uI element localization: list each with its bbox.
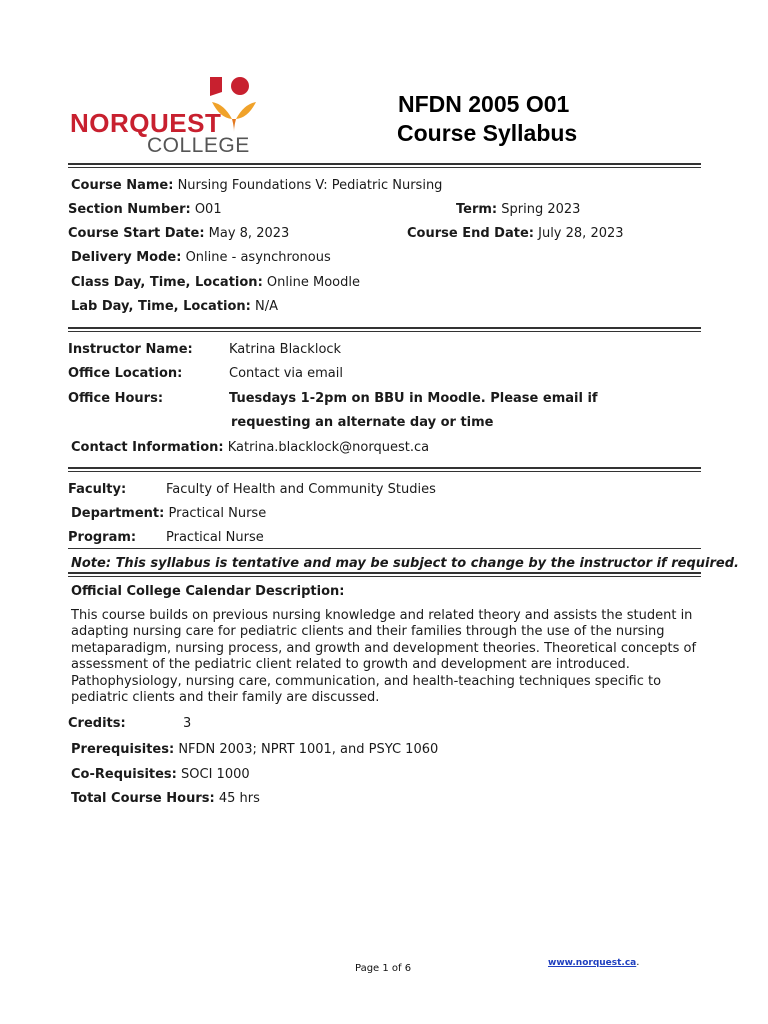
corequisites-label: Co-Requisites: bbox=[71, 767, 177, 782]
page-number: Page 1 of 6 bbox=[355, 963, 412, 974]
lab-row bbox=[71, 299, 278, 315]
delivery-row bbox=[71, 250, 331, 266]
instructor-name-label: Instructor Name: bbox=[68, 342, 193, 357]
total-hours-value: 45 hrs bbox=[218, 791, 260, 806]
lab-value: N/A bbox=[255, 299, 279, 314]
contact-email[interactable]: Katrina.blacklock@norquest.ca bbox=[227, 440, 430, 455]
divider bbox=[68, 467, 701, 472]
class-value: Online Moodle bbox=[266, 275, 360, 290]
course-name-label: Course Name: bbox=[71, 178, 174, 193]
delivery-label: Delivery Mode: bbox=[71, 250, 182, 265]
faculty-value: Faculty of Health and Community Studies bbox=[166, 482, 436, 497]
start-date-value: May 8, 2023 bbox=[208, 226, 290, 241]
end-date-label: Course End Date: bbox=[407, 226, 534, 241]
total-hours-label: Total Course Hours: bbox=[71, 791, 215, 806]
description-line: pediatric clients and their family are discussed. bbox=[71, 690, 380, 706]
divider bbox=[68, 327, 701, 332]
description-line: This course builds on previous nursing knowledge and related theory and assists the student in bbox=[71, 608, 693, 623]
delivery-value: Online - asynchronous bbox=[185, 250, 331, 265]
class-row bbox=[71, 275, 360, 291]
total-hours-row bbox=[71, 791, 260, 807]
description-heading: Official College Calendar Description: bbox=[71, 584, 345, 599]
end-date-row bbox=[407, 226, 624, 242]
start-date-row bbox=[68, 226, 289, 242]
college-logo bbox=[70, 74, 270, 160]
description-body bbox=[71, 608, 696, 706]
description-line: metaparadigm, nursing process, and growth and development theories. Theoretical concepts of bbox=[71, 640, 697, 656]
term-label: Term: bbox=[456, 202, 498, 217]
department-label: Department: bbox=[71, 506, 165, 521]
course-code-title: NFDN 2005 O01 bbox=[398, 91, 570, 117]
website-link[interactable]: www.norquest.ca bbox=[548, 958, 637, 968]
section-value: O01 bbox=[194, 202, 222, 217]
contact-row bbox=[71, 440, 429, 456]
logo-name: NORQUEST bbox=[70, 108, 222, 138]
divider bbox=[68, 163, 701, 168]
tentative-note: Note: This syllabus is tentative and may be subject to change by the instructor if required. bbox=[71, 556, 739, 571]
class-label: Class Day, Time, Location: bbox=[71, 275, 263, 290]
prerequisites-value: NFDN 2003; NPRT 1001, and PSYC 1060 bbox=[178, 742, 439, 757]
prerequisites-row bbox=[71, 742, 438, 758]
section-row bbox=[68, 202, 222, 218]
description-line: assessment of the pediatric client related to growth and development are introduced. bbox=[71, 657, 630, 673]
department-value: Practical Nurse bbox=[168, 506, 267, 521]
lab-label: Lab Day, Time, Location: bbox=[71, 299, 251, 314]
faculty-label: Faculty: bbox=[68, 482, 127, 497]
course-name-value: Nursing Foundations V: Pediatric Nursing bbox=[177, 178, 443, 193]
contact-label: Contact Information: bbox=[71, 440, 224, 455]
description-line: Pathophysiology, nursing care, communication, and health-teaching techniques specific to bbox=[71, 673, 662, 689]
term-value: Spring 2023 bbox=[501, 202, 581, 217]
start-date-label: Course Start Date: bbox=[68, 226, 205, 241]
instructor-name-value: Katrina Blacklock bbox=[229, 342, 342, 357]
course-name-row bbox=[71, 178, 442, 194]
logo-sub: COLLEGE bbox=[147, 134, 250, 157]
corequisites-value: SOCI 1000 bbox=[181, 767, 250, 782]
end-date-value: July 28, 2023 bbox=[538, 226, 624, 241]
office-hours-label: Office Hours: bbox=[68, 391, 164, 406]
divider bbox=[68, 572, 701, 577]
office-hours-line2: requesting an alternate day or time bbox=[231, 415, 494, 430]
divider bbox=[68, 548, 701, 549]
office-location-value: Contact via email bbox=[229, 366, 343, 381]
syllabus-title: Course Syllabus bbox=[397, 120, 578, 146]
program-label: Program: bbox=[68, 530, 137, 545]
department-row bbox=[71, 506, 266, 522]
program-value: Practical Nurse bbox=[166, 530, 264, 545]
link-suffix: . bbox=[636, 957, 640, 968]
term-row bbox=[456, 202, 580, 218]
office-hours-line1: Tuesdays 1-2pm on BBU in Moodle. Please email if bbox=[229, 391, 598, 406]
section-label: Section Number: bbox=[68, 202, 191, 217]
office-location-label: Office Location: bbox=[68, 366, 183, 381]
corequisites-row bbox=[71, 767, 250, 783]
credits-value: 3 bbox=[183, 716, 192, 731]
description-line: adapting nursing care for pediatric clients and their families through the use of the nursing bbox=[71, 624, 665, 640]
footer-link-row bbox=[548, 950, 639, 969]
credits-label: Credits: bbox=[68, 716, 126, 731]
prerequisites-label: Prerequisites: bbox=[71, 742, 175, 757]
